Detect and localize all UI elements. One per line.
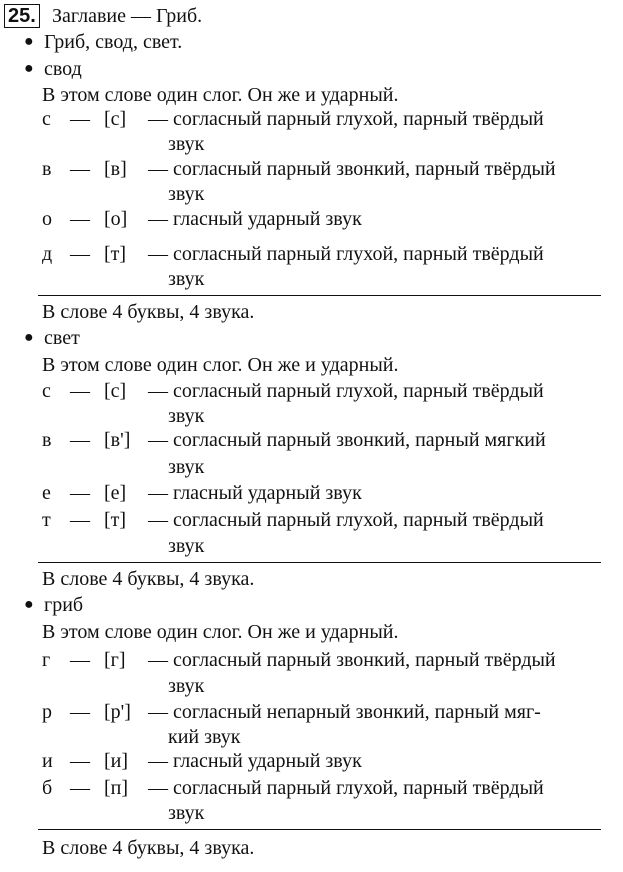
row-description	[148, 749, 362, 773]
row-sound: [г]	[104, 649, 126, 671]
divider	[38, 562, 601, 563]
row-continuation: звук	[168, 133, 205, 155]
dash: —	[70, 243, 90, 265]
row-letter: е	[42, 482, 51, 504]
row-letter: и	[42, 750, 53, 772]
dash: —	[148, 380, 168, 402]
words-line: Гриб, свод, свет.	[44, 31, 183, 53]
row-desc-text: гласный ударный звук	[173, 482, 362, 504]
row-letter: с	[42, 108, 51, 130]
dash: —	[70, 108, 90, 130]
dash: —	[148, 701, 168, 723]
row-desc-text: согласный парный звонкий, парный твёрдый	[173, 158, 556, 180]
row-letter: в	[42, 158, 52, 180]
row-letter: т	[42, 509, 51, 531]
row-sound: [с]	[104, 380, 127, 402]
row-letter: о	[42, 208, 52, 230]
dash: —	[148, 158, 168, 180]
row-sound: [р']	[104, 701, 131, 723]
bullet-icon: ●	[24, 33, 34, 50]
row-continuation: звук	[168, 535, 205, 557]
row-description	[148, 508, 544, 532]
dash: —	[70, 158, 90, 180]
dash: —	[70, 509, 90, 531]
section-word: свод	[44, 58, 82, 80]
bullet-icon: ●	[24, 596, 34, 613]
row-letter: с	[42, 380, 51, 402]
row-desc-text: согласный парный глухой, парный твёрдый	[173, 243, 544, 265]
row-sound: [е]	[104, 482, 127, 504]
dash: —	[148, 649, 168, 671]
divider	[38, 829, 601, 830]
row-description	[148, 207, 362, 231]
section-word: свет	[44, 327, 80, 349]
row-desc-text: согласный парный глухой, парный твёрдый	[173, 777, 544, 799]
row-desc-text: согласный непарный звонкий, парный мяг-	[173, 701, 541, 723]
dash: —	[70, 649, 90, 671]
dash: —	[148, 482, 168, 504]
section-word: гриб	[44, 594, 84, 616]
dash: —	[148, 750, 168, 772]
dash: —	[148, 429, 168, 451]
row-desc-text: согласный парный глухой, парный твёрдый	[173, 509, 544, 531]
section-summary: В слове 4 буквы, 4 звука.	[42, 301, 255, 323]
dash: —	[70, 429, 90, 451]
row-desc-text: согласный парный глухой, парный твёрдый	[173, 108, 544, 130]
dash: —	[148, 208, 168, 230]
bullet-icon: ●	[24, 329, 34, 346]
row-description	[148, 481, 362, 505]
row-continuation: звук	[168, 183, 205, 205]
exercise-title: Заглавие — Гриб.	[52, 5, 203, 27]
row-desc-text: согласный парный звонкий, парный мягкий	[173, 429, 546, 451]
row-letter: в	[42, 429, 52, 451]
dash: —	[148, 108, 168, 130]
row-description	[148, 379, 544, 403]
row-description	[148, 648, 556, 672]
row-letter: б	[42, 777, 53, 799]
row-sound: [п]	[104, 777, 129, 799]
dash: —	[70, 208, 90, 230]
row-letter: д	[42, 243, 53, 265]
row-desc-text: гласный ударный звук	[173, 208, 362, 230]
row-description	[148, 776, 544, 800]
dash: —	[70, 380, 90, 402]
row-sound: [в']	[104, 429, 131, 451]
dash: —	[148, 509, 168, 531]
dash: —	[70, 777, 90, 799]
row-description	[148, 700, 541, 724]
dash: —	[148, 777, 168, 799]
section-intro: В этом слове один слог. Он же и ударный.	[42, 621, 399, 643]
row-continuation: звук	[168, 675, 205, 697]
dash: —	[70, 701, 90, 723]
bullet-icon: ●	[24, 60, 34, 77]
section-intro: В этом слове один слог. Он же и ударный.	[42, 84, 399, 106]
row-desc-text: гласный ударный звук	[173, 750, 362, 772]
section-intro: В этом слове один слог. Он же и ударный.	[42, 354, 399, 376]
row-sound: [и]	[104, 750, 129, 772]
dash: —	[148, 243, 168, 265]
row-continuation: звук	[168, 456, 205, 478]
dash: —	[70, 482, 90, 504]
section-summary: В слове 4 буквы, 4 звука.	[42, 837, 255, 859]
row-description	[148, 242, 544, 266]
row-description	[148, 428, 546, 452]
section-summary: В слове 4 буквы, 4 звука.	[42, 568, 255, 590]
row-sound: [о]	[104, 208, 128, 230]
row-sound: [в]	[104, 158, 127, 180]
row-continuation: звук	[168, 802, 205, 824]
exercise-number: 25.	[4, 4, 40, 28]
row-letter: г	[42, 649, 51, 671]
row-letter: р	[42, 701, 52, 723]
dash: —	[70, 750, 90, 772]
row-continuation: звук	[168, 405, 205, 427]
row-continuation: звук	[168, 268, 205, 290]
divider	[38, 295, 601, 296]
row-continuation: кий звук	[168, 726, 241, 748]
row-sound: [т]	[104, 243, 127, 265]
row-description	[148, 157, 556, 181]
row-sound: [с]	[104, 108, 127, 130]
row-sound: [т]	[104, 509, 127, 531]
row-description	[148, 107, 544, 131]
row-desc-text: согласный парный звонкий, парный твёрдый	[173, 649, 556, 671]
row-desc-text: согласный парный глухой, парный твёрдый	[173, 380, 544, 402]
